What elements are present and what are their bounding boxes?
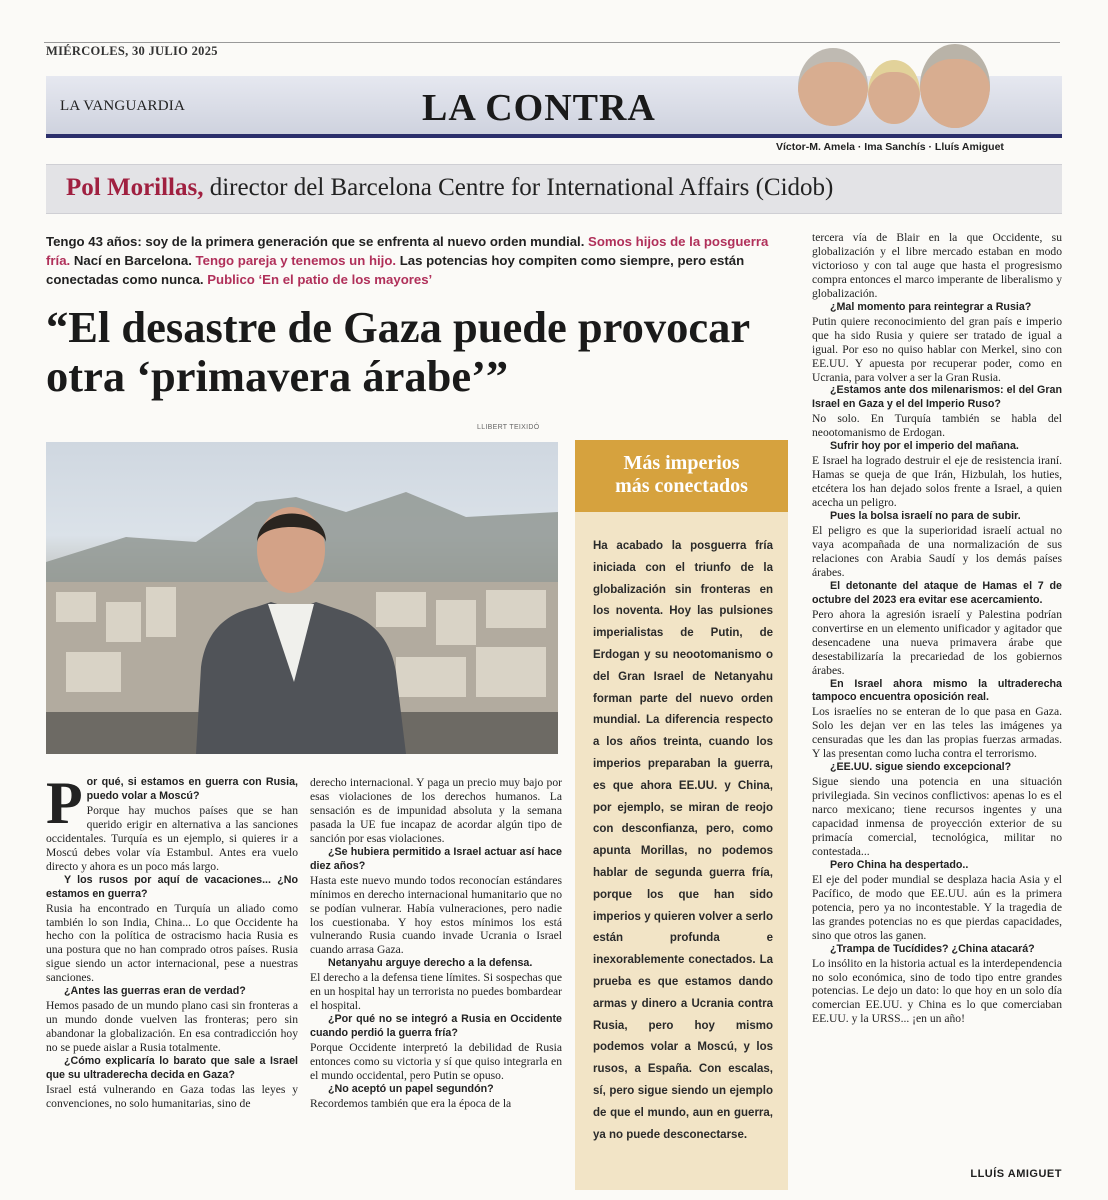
- columnist-portraits: [720, 40, 1060, 140]
- interview-answer: derecho internacional. Y paga un precio muy bajo por esas violaciones de los derechos humanos. La sensación es de impunidad absoluta y la semana pasada la UE fue incapaz de acordar algún tipo de sanción por esas violaciones.: [310, 776, 562, 845]
- photo-illustration: [46, 442, 558, 754]
- interview-question: ¿Estamos ante dos milenarismos: el del Gran Israel en Gaza y el del Imperio Ruso?: [812, 384, 1062, 411]
- intro-part: Las potencias hoy compiten como siempre, pero están conectadas como nunca.: [46, 253, 745, 287]
- interview-question: ¿Se hubiera permitido a Israel actuar así hace diez años?: [310, 845, 562, 872]
- intro-highlight: Somos hijos de la posguerra fría.: [46, 234, 769, 268]
- intro-part: Tengo 43 años: soy de la primera generación que se enfrenta al nuevo orden mundial.: [46, 234, 589, 249]
- interview-question: ¿EE.UU. sigue siendo excepcional?: [830, 761, 1012, 774]
- sidebar-box: [575, 440, 788, 1190]
- drop-cap: P: [46, 770, 83, 836]
- interview-question: ¿Antes las guerras eran de verdad?: [64, 985, 246, 998]
- interview-answer: Porque hay muchos países que se han querido erigir en alternativa a las sanciones occidentales. Turquía es un ejemplo, si quieres ir a Moscú debes volar vía Estambul. Antes era vuelo directo y ahora es un poco más largo.: [46, 803, 298, 873]
- interview-question: or qué, si estamos en guerra con Rusia, puedo volar a Moscú?: [86, 776, 298, 802]
- headline: “El desastre de Gaza puede provocar otra ‘primavera árabe’”: [46, 302, 750, 401]
- text-column-1: [46, 770, 298, 1111]
- intro-blurb: [46, 232, 791, 289]
- sidebar-title-line-1: Más imperios: [623, 452, 740, 474]
- photo-credit: LLIBERT TEIXIDÓ: [477, 424, 540, 431]
- interview-question: El detonante del ataque de Hamas el 7 de octubre del 2023 era evitar ese acercamiento.: [812, 579, 1062, 606]
- interview-question: ¿No aceptó un papel segundón?: [328, 1082, 494, 1095]
- columnist-portrait-1: [798, 48, 868, 126]
- interview-question: ¿Por qué no se integró a Rusia en Occidente cuando perdió la guerra fría?: [310, 1013, 562, 1040]
- interview-question: ¿Mal momento para reintegrar a Rusia?: [830, 300, 1032, 313]
- interview-question: Sufrir hoy por el imperio del mañana.: [830, 440, 1019, 453]
- interview-question: En Israel ahora mismo la ultraderecha tampoco encuentra oposición real.: [812, 677, 1062, 704]
- author-byline: LLUÍS AMIGUET: [970, 1168, 1062, 1180]
- text-column-2: [310, 776, 562, 1111]
- sidebar-text: Ha acabado la posguerra fría iniciada con el triunfo de la globalización sin fronteras en los noventa. Hoy las pulsiones imperialistas de Putin, de Erdogan y su neootomanismo o del Gran Israel de Netanyahu forman parte del nuevo orden mundial. La diferencia respecto a los años treinta, cuando los imperios preparaban la guerra, es que ahora EE.UU. y China, por ejemplo, se miran de reojo con desconfianza, pero, como apunta Morillas, no podemos hablar de segunda guerra fría, porque los que han sido imperios y quieren volver a serlo están profunda e inexorablemente conectados. La prueba es que estamos dando armas y dinero a Ucrania contra Rusia, pero hoy mismo podemos volar a Moscú, y los rusos, a España. Con escalas, sí, pero sigue siendo un ejemplo de que el mundo, aun en guerra, ya no puede desconectarse.: [593, 540, 773, 1141]
- issue-date: MIÉRCOLES, 30 JULIO 2025: [46, 44, 218, 58]
- columnist-portrait-3: [920, 44, 990, 128]
- interview-answer: Putin quiere reconocimiento del gran país e imperio que ha sido Rusia y quiere ser tratado de igual a igual. Por eso no quiso hablar con Merkel, sino con EE.UU. Y apuesta por recuperar poder, como en Ucrania, para volver a ser la Gran Rusia.: [812, 314, 1062, 384]
- interview-question: Y los rusos por aquí de vacaciones... ¿No estamos en guerra?: [46, 873, 298, 900]
- sidebar-title-line-2: más conectados: [615, 475, 748, 497]
- interview-answer: Israel está vulnerando en Gaza todas las leyes y convenciones, no solo humanitarias, sino de: [46, 1082, 298, 1110]
- interviewee-name: Pol Morillas,: [66, 174, 204, 201]
- interviewee-photo: [46, 442, 558, 754]
- interview-answer: Rusia ha encontrado en Turquía un aliado como también lo son India, China... Lo que Occidente ha hecho con la política de ostracismo hacia Rusia es una postura que no han comprado otros países. Rusia sigue siendo un actor internacional, pese a nuestras sanciones.: [46, 901, 298, 985]
- interview-answer: Sigue siendo una potencia en una situación privilegiada. Sin vecinos conflictivos: apenas lo es el narco mexicano; tiene recursos ingentes y una capacidad inmensa de proyección exterior de su primacía comercial, tecnológica, militar no contestada...: [812, 775, 1062, 858]
- interviewee-banner: [46, 164, 1062, 214]
- interview-answer: Hemos pasado de un mundo plano casi sin fronteras a un mundo donde vuelven las fronteras; pero sin abandonar la globalización. En esa contradicción hoy no se puede aislar a Rusia totalmente.: [46, 999, 298, 1055]
- intro-highlight: Publico ‘En el patio de los mayores’: [207, 272, 433, 287]
- interview-answer: Los israelíes no se enteran de lo que pasa en Gaza. Solo les dejan ver en las teles las imágenes ya censuradas que les dan las propias fuerzas armadas. Y las presentan como lucha contra el terrorismo.: [812, 705, 1062, 761]
- interview-answer: Lo insólito en la historia actual es la interdependencia no solo económica, sino de todo tipo entre grandes potencias. Le dejo un dato: lo que hoy en un solo día comercian EE.UU. y China es lo que comerciaban EE.UU. y la URSS... ¡en un año!: [812, 956, 1062, 1026]
- interview-answer: El peligro es que la superioridad israelí actual no vaya acompañada de una normalización de sus relaciones con Arabia Saudí y los demás países árabes.: [812, 524, 1062, 579]
- intro-part: Nací en Barcelona.: [70, 253, 196, 268]
- newspaper-logo: LA VANGUARDIA: [60, 98, 185, 114]
- interview-question: Pues la bolsa israelí no para de subir.: [830, 510, 1021, 523]
- interview-question: Pero China ha despertado..: [830, 858, 969, 871]
- interview-question: ¿Trampa de Tucídides? ¿China atacará?: [830, 942, 1035, 955]
- interview-question: ¿Cómo explicaría lo barato que sale a Israel que su ultraderecha decida en Gaza?: [46, 1055, 298, 1082]
- interview-question: Netanyahu arguye derecho a la defensa.: [328, 957, 533, 970]
- intro-highlight: Tengo pareja y tenemos un hijo.: [195, 253, 397, 268]
- interview-answer: Hasta este nuevo mundo todos reconocían estándares mínimos en derecho internacional humanitario que no se podían vulnerar. Había vulneraciones, pero nadie los cuestionaba. Y hoy estos mínimos los está vulnerando Rusia cuando invade Ucrania o Israel cuando arrasa Gaza.: [310, 873, 562, 957]
- columnist-portrait-2: [868, 60, 920, 124]
- section-title: LA CONTRA: [422, 87, 656, 129]
- interview-answer: E Israel ha logrado destruir el eje de resistencia iraní. Hamas se queja de que Irán, Hizbulah, los huties, etcétera los han dejado solos frente a Israel, a quien acecha un peligro.: [812, 454, 1062, 510]
- interview-answer: El eje del poder mundial se desplaza hacia Asia y el Pacífico, de modo que EE.UU. aún es la primera potencia, pero ya no incontestable. Y la tragedia de las grandes potencias no es que pierdas capacidades, sino que otros las ganen.: [812, 872, 1062, 942]
- columnist-names: Víctor-M. Amela · Ima Sanchís · Lluís Amiguet: [776, 141, 1004, 153]
- interview-answer: Porque Occidente interpretó la debilidad de Rusia entonces como su victoria y sí que quiso integrarla en el mundo occidental, pero Putin se opuso.: [310, 1041, 562, 1083]
- interview-answer: Recordemos también que era la época de la: [310, 1096, 512, 1110]
- interview-answer: tercera vía de Blair en la que Occidente, su globalización y el libre mercado estaban en modo victorioso y con tal auge que hasta el progresismo compra entonces el marco imperante de liberalismo y globalización.: [812, 231, 1062, 300]
- interview-answer: El derecho a la defensa tiene límites. Si sospechas que en un hospital hay un terrorista no puedes bombardear el hospital.: [310, 971, 562, 1013]
- interviewee-text: [66, 174, 833, 202]
- interview-answer: No solo. En Turquía también se habla del neootomanismo de Erdogan.: [812, 412, 1062, 440]
- text-column-3: [812, 231, 1062, 1026]
- interviewee-role: director del Barcelona Centre for International Affairs (Cidob): [203, 174, 834, 201]
- sidebar-title: [575, 440, 788, 512]
- interview-answer: Pero ahora la agresión israelí y Palestina podrían convertirse en un elemento unificador y agitador que desencadene una nueva primavera árabe que desestabilizaría la precariedad de los gobiernos árabes.: [812, 607, 1062, 677]
